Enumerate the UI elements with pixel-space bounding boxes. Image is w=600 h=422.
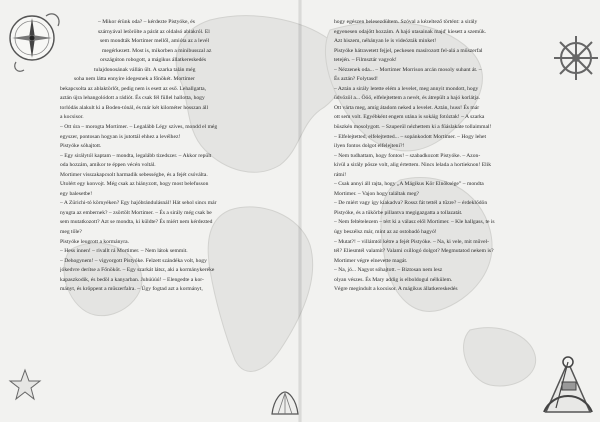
text-line: egyenesen odajött hozzám. A hajó utasainak majd' kiesett a szemük.	[334, 28, 487, 35]
text-line: – Nézzenek oda... – Mortimer Morrison arcán mosoly suhant át. –	[334, 66, 482, 73]
text-line: egy balesetbe!	[60, 190, 93, 197]
text-line: ott sem volt. Egyébként engem utána is sokáig fotóztak! – A szarka	[334, 114, 485, 121]
text-line: – Aztán a sirály letette elém a levelet, meg annyit mondott, hogy	[334, 85, 479, 92]
text-line: kapaszkodik, és bedöl a kanyarban. Juhúúúú! – Elengedte a kor-	[60, 276, 204, 283]
text-line: jókedvre derítse a Főnököt. – Egy szarkát látsz, aki a kormánykeréke	[60, 267, 215, 274]
left-page-text	[60, 18, 272, 295]
text-line: meg tőle?	[60, 229, 82, 236]
text-line: Utolért egy konvojt. Még csak az hiányzott, hogy most belefusson	[60, 181, 209, 188]
right-page	[300, 0, 600, 422]
text-line: tetején. – Filmsztár vagyok!	[334, 57, 397, 64]
text-line: üdvözöl a... Ööö, elfelejtettem a nevét, és átrepült a hajó korlátja.	[334, 95, 481, 102]
text-line: Ott várta meg, amíg átadom neked a levelet. Aztán, huss! És már	[334, 104, 480, 111]
text-line: Mortimer végre elnevette magát.	[334, 257, 408, 264]
text-line: – Csak annyi áll rajta, hogy „A Mágikus Kör Elnöksége” – mondta	[334, 181, 484, 188]
text-line: a kocsisor.	[60, 114, 84, 121]
text-line: – Nem feltételezem – tért ki a válasz elől Mortimer. – Kle hallgass, te is	[334, 219, 495, 226]
text-line: egyszer, pontosan hogyan is jutottál ehhez a levélhez!	[60, 133, 181, 140]
text-line: kívül a sirály pösze volt, alig értettem. Nincs lelada a hortieknon! Elik	[334, 162, 492, 169]
text-line: Azt hiszem, néhányan le is videózták minket!	[334, 38, 437, 45]
text-line: – A Zürichi-tó környéken? Egy hajóbrándulásnál! Hát sehol sincs már	[60, 200, 217, 207]
text-line: olyan vészes. És Mary addig is elboldogul nélkülem.	[334, 276, 453, 283]
text-line: sem mondták Mortimer mellől, amióta az a levél	[100, 38, 210, 45]
text-line: soha nem látta ennyire idegesnek a főnökét. Mortimer	[74, 76, 195, 83]
text-line: bekapcsolta az ablaktörlőt, pedig nem is esett az eső. Lehallgatta,	[60, 85, 207, 92]
text-line: – Mikor érünk oda? – kérdezte Pistyóke, és	[98, 19, 195, 25]
text-line: És aztán? Folytasd!	[334, 76, 378, 83]
text-line: Mortimer visszakapcsolt harmadik sebességbe, és a fejét csóválta.	[60, 171, 208, 178]
text-line: mányt, és kröppent a műszerfalra. – Úgy fogtad azt a kormányt,	[60, 286, 203, 293]
text-line: Pistyóke hátravetett fejjel, peckesen masírozott fel-alá a műszerfal	[334, 47, 483, 54]
text-line: büszkén mosolygott. – Szuperül nézhettem ki a fűáslakáte tollaimmal!	[334, 124, 492, 131]
text-line: Pistyóke sóhajtott.	[60, 143, 102, 150]
text-line: – Ott úra – morogta Mortimer. – Legalább Légy szíves, mondd el még	[60, 124, 218, 131]
text-line: ilyen fontos dolgot elfelejteni?!	[334, 143, 405, 150]
text-line: – Egy sirálytól kaptam – mondta, legalább tizedszer. – Akkor repült	[60, 152, 212, 159]
text-line: tulajdonosának vállán ült. A szarka talán még	[94, 66, 196, 73]
text-line: – Elfelejtetted, elfelejtetted... – sopánkodott Mortimer. – Hogy lehet	[334, 133, 487, 140]
right-page-text	[334, 18, 556, 295]
text-line: rátni!	[334, 171, 347, 178]
text-line: nyugta az embernek? – zsörtölt Mortimer. – És a sirály még csak be	[60, 209, 212, 216]
text-line: – Nem tudhattam, hogy fontos! – szabadkozott Pistyóke. – Azon-	[334, 152, 481, 159]
text-line: – Na, jó... Nagyot sóhajtott. – Biztosan nem lesz	[334, 267, 443, 274]
text-line: – Hess innen! – rivallt rá Mortimer. – Nem látok semmit.	[60, 248, 188, 255]
text-line: tél? Eliesmtél valamit? Valami csillogó dolgot? Megmutatod nekem is?	[334, 248, 494, 255]
text-line: – Mutat?! – villámtól kétre a fejét Pistyóke. – Na, ki vele, mit művel-	[334, 238, 490, 245]
text-line: Mortimer. – Vajon hogy találtak meg?	[334, 190, 420, 197]
text-line: sem mutatkozott? Azt se mondta, ki küldte? És miért nem kérdezted	[60, 219, 213, 226]
text-line: Pistyóke, és a tükörbe pillantva megigazgatta a tollazatát.	[334, 209, 463, 216]
text-line: – Dehogynem! – vigyorgott Pistyóke. Felzett szándéka volt, hogy	[60, 257, 207, 264]
text-line: oda hozzám, amikor te éppen vécén voltál.	[60, 162, 156, 169]
text-line: országúton robogott, a mágikus állatkereskedés	[100, 57, 207, 64]
text-line: torlódás alakult ki a Boden-tónál, és már két kilométer hosszan áll	[60, 104, 209, 111]
text-line: úgy beszélsz már, mint az az ostobadó hagyó!	[334, 229, 437, 236]
text-line: megérkezett. Most is, mikorben a minibusszal az	[102, 47, 212, 54]
text-line: aztán újra lehangolódott a rádiót. És csak fél füllel hallotta, hogy	[60, 95, 205, 102]
text-line: hogy egészen belesezdültem. Szóval a kézeltező történt: a sirály	[334, 19, 478, 25]
text-line: Pistyóke leugrott a kormányra.	[60, 238, 129, 245]
text-line: Végre megindult a kocsisor. A mágikus állatkereskedés	[334, 286, 458, 293]
text-line: – De miért vagy így kiakadva? Rossz fát tettél a tűzre? – érdeklődön	[334, 200, 488, 207]
text-line: szárnyával letörölte a párát az oldalsó ablakról. El	[98, 28, 210, 35]
